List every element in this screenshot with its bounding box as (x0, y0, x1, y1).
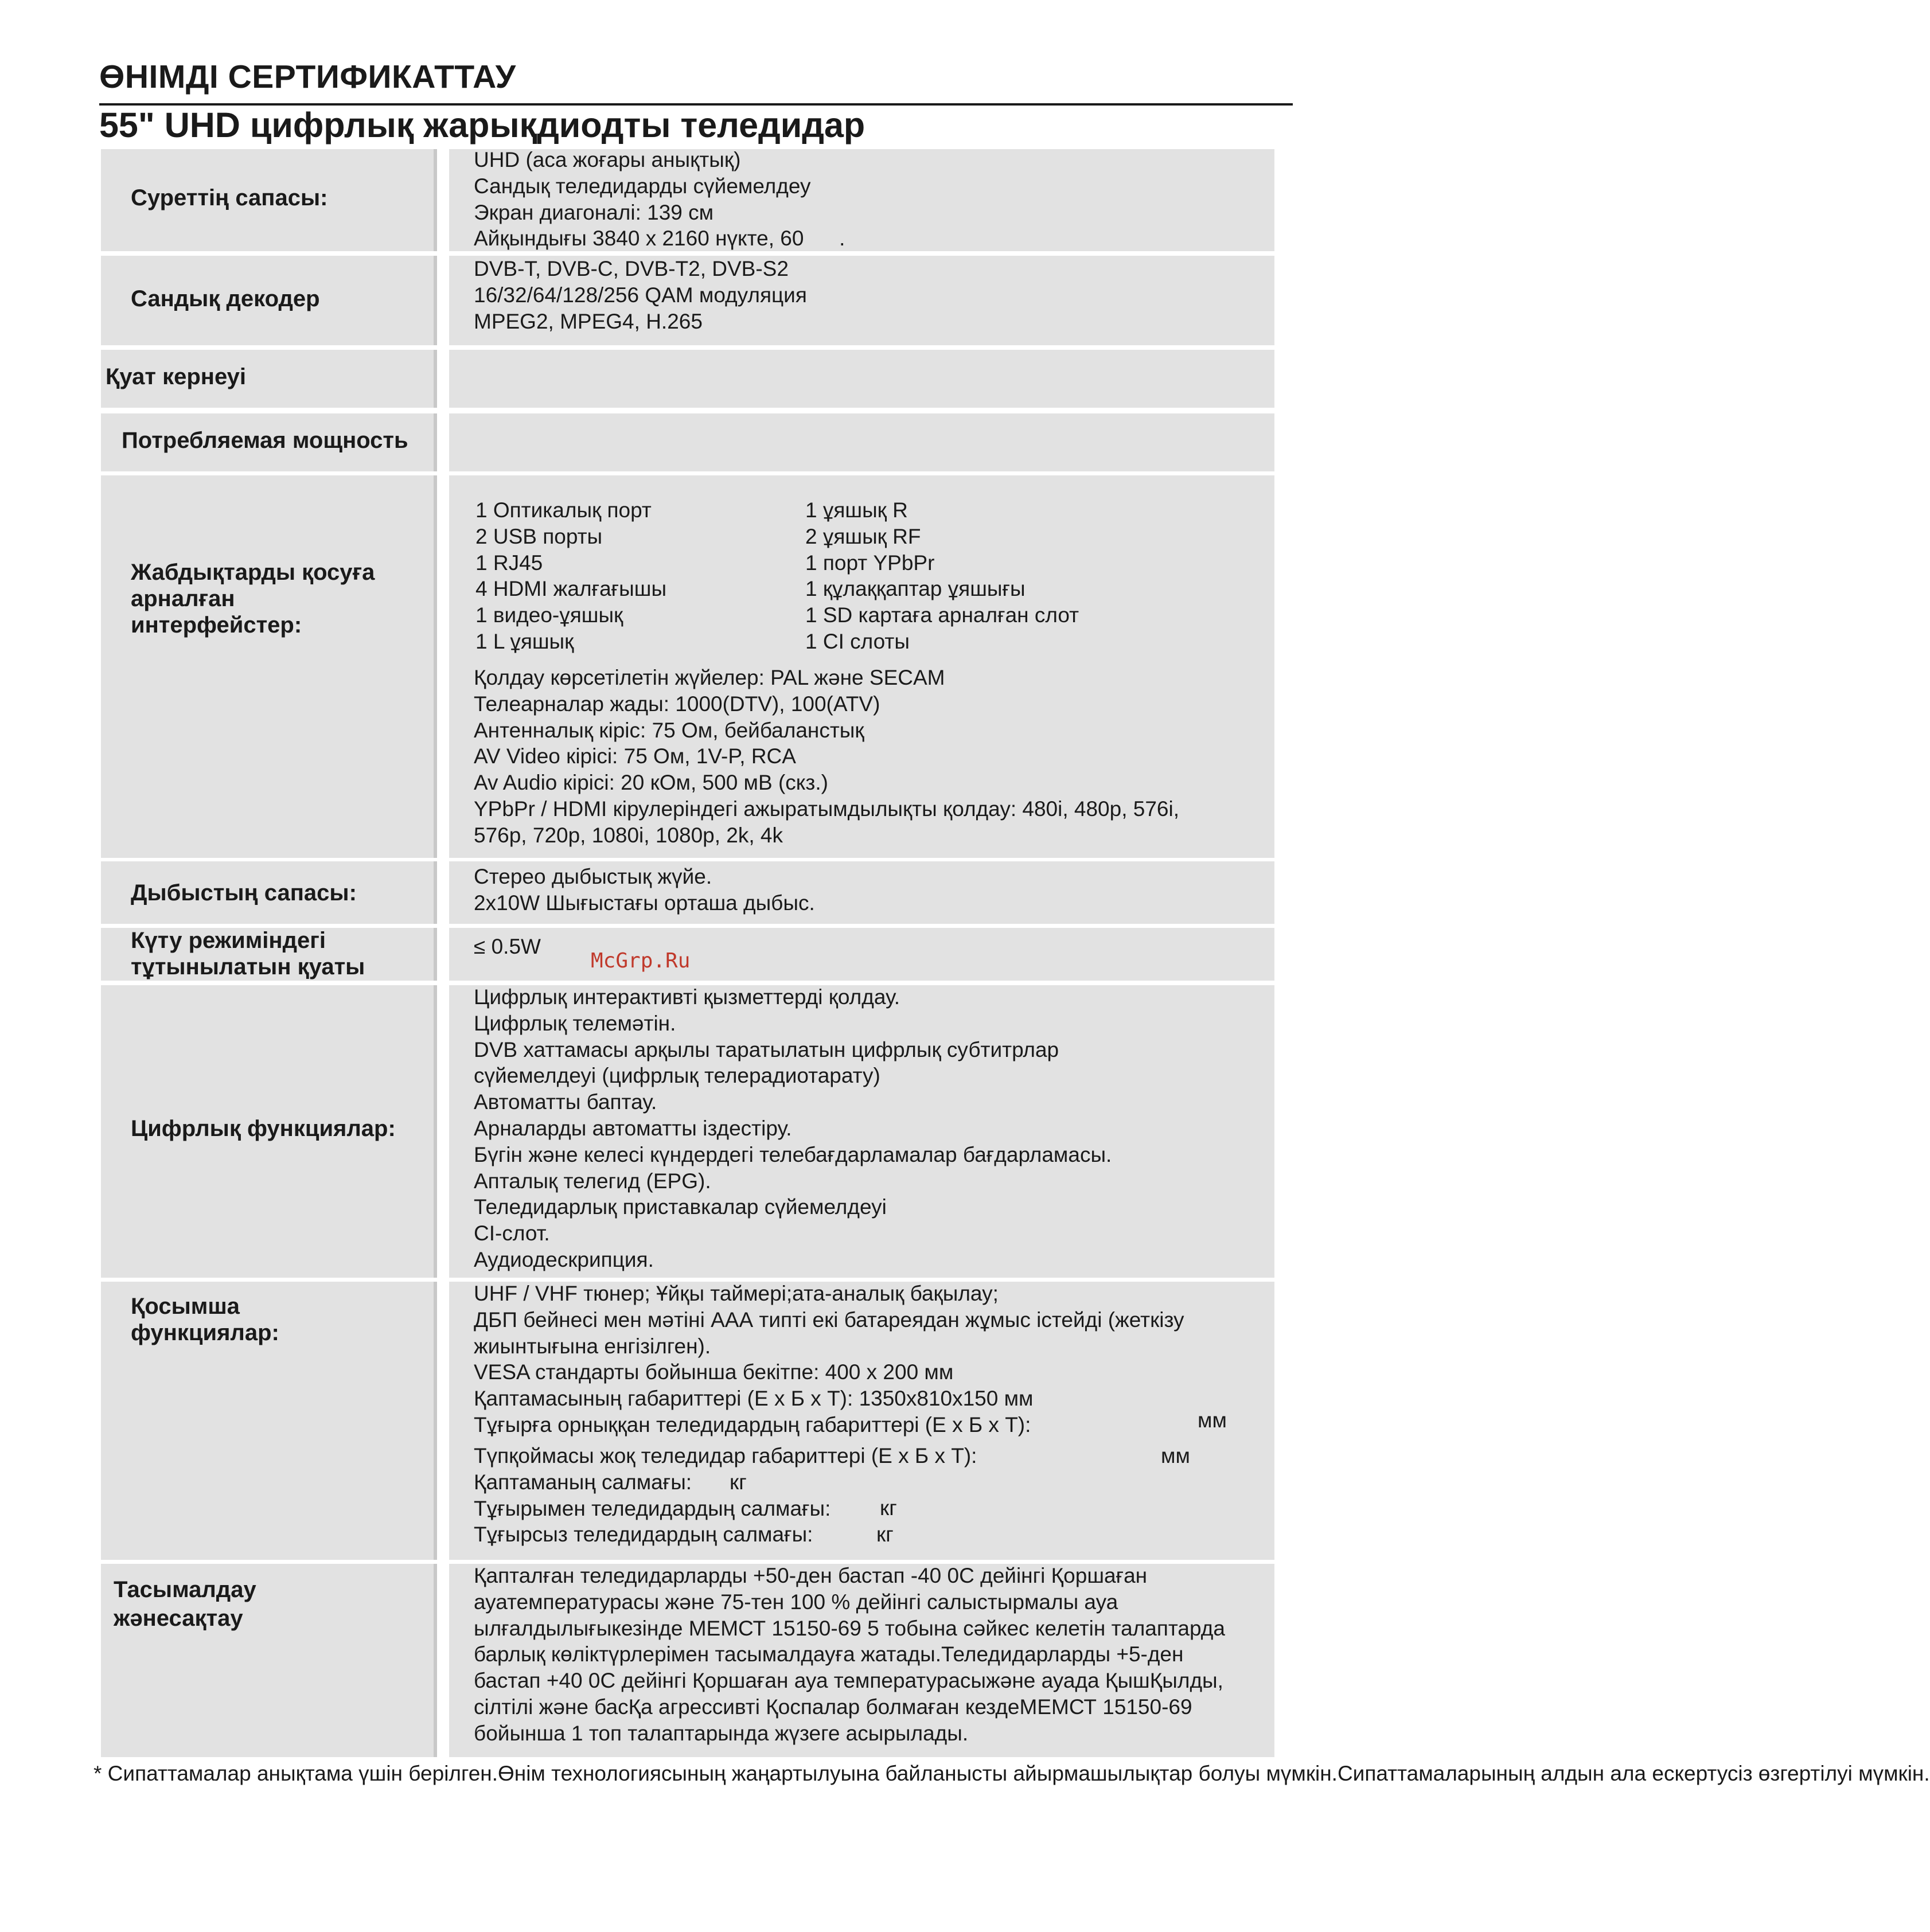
spec-label: Күту режиміндегі тұтынылатын қуаты (101, 928, 437, 981)
text-line: сүйемелдеуі (цифрлық телерадиотарату) (474, 1064, 880, 1088)
spec-value (449, 413, 1274, 471)
text-line: DVB хаттамасы арқылы таратылатын цифрлық субтитрлар (474, 1037, 1059, 1061)
spec-value (449, 149, 1274, 251)
text-line: Антенналық кіріс: 75 Ом, бейбаланстық (474, 718, 864, 742)
text-line: жиынтығына енгізілген). (474, 1334, 711, 1358)
text-line: Сандық теледидарды сүйемелдеу (474, 174, 811, 198)
watermark-text: McGrp.Ru (591, 949, 691, 973)
spec-row-picture-quality (101, 149, 1274, 251)
spec-label: Жабдықтарды қосуға арналған интерфейстер: (101, 475, 437, 858)
page-subtitle: 55" UHD цифрлық жарықдиодты теледидар (99, 106, 865, 145)
text-line: * Сипаттамалар анықтама үшін берілген. (93, 1762, 498, 1785)
text-line: 16/32/64/128/256 QAM модуляция (474, 283, 807, 307)
text-line: YPbPr / HDMI кірулеріндегі ажыратымдылықты қолдау: 480i, 480p, 576i, (474, 797, 1179, 821)
spec-value (449, 256, 1274, 345)
text-line: 1 құлаққаптар ұяшығы (805, 577, 1026, 601)
text-line: Телеарналар жады: 1000(DTV), 100(ATV) (474, 692, 880, 716)
text-line: Қаптаманың салмағы: (474, 1470, 692, 1494)
text-line: Арналарды автоматты іздестіру. (474, 1116, 792, 1140)
text-line: AV Video кірісі: 75 Ом, 1V-P, RCA (474, 744, 796, 768)
text-line: 1 порт YPbPr (805, 551, 935, 575)
text-line: UHD (аса жоғары анықтық) (474, 148, 741, 171)
text-line: бойынша 1 топ талаптарында жүзеге асырылады. (474, 1721, 969, 1745)
unit-weight-with-stand: кг (880, 1496, 897, 1520)
spec-value (449, 350, 1274, 408)
text-line: 2x10W Шығыстағы орташа дыбыс. (474, 891, 815, 915)
text-line: 1 CI слоты (805, 629, 910, 653)
text-line: Өнім технологиясының жаңартылуына байланысты айырмашылықтар болуы мүмкін. (498, 1762, 1338, 1785)
unit-package-weight: кг (730, 1470, 747, 1494)
footnotes (93, 1761, 1930, 1787)
spec-row-power-voltage (101, 350, 1274, 408)
spec-label: Суреттің сапасы: (101, 149, 437, 251)
text-line: Қаптамасының габариттері (Е х Б х Т): 1350x810x150 мм (474, 1387, 1034, 1411)
text-line: Сипаттамаларының алдын ала ескертусіз өзгертілуі мүмкін. (1337, 1762, 1930, 1785)
text-line: 4 HDMI жалғағышы (475, 577, 667, 601)
text-line: ≤ 0.5W (474, 935, 541, 958)
text-line: Бүгін және келесі күндердегі телебағдарламалар бағдарламасы. (474, 1142, 1112, 1166)
text-line: CI-слот. (474, 1221, 550, 1246)
spec-label: Сандық декодер (101, 256, 437, 345)
text-line: бастап +40 0С дейінгі Қоршаған ауа температурасыжәне ауада ҚышҚылды, (474, 1669, 1223, 1693)
text-line: MPEG2, MPEG4, H.265 (474, 309, 703, 333)
spec-row-digital-decoder (101, 256, 1274, 345)
spec-row-digital-functions (101, 985, 1274, 1278)
text-line: ылғалдылығыкезінде МЕМСТ 15150-69 5 тобына сәйкес келетін талаптарда (474, 1616, 1225, 1640)
spec-row-sound-quality (101, 861, 1274, 924)
text-line: Тұғырымен теледидардың салмағы: (474, 1496, 831, 1520)
spec-value (449, 985, 1274, 1278)
text-line: 1 SD картаға арналған слот (805, 603, 1079, 627)
text-line: 1 RJ45 (475, 551, 543, 575)
text-line: 2 ұяшық RF (805, 524, 921, 548)
text-line: Тұғырсыз теледидардың салмағы: (474, 1523, 813, 1547)
spec-label: Потребляемая мощность (101, 413, 437, 471)
text-line: ДБП бейнесі мен мәтіні ААА типті екі батареядан жұмыс істейді (жеткізу (474, 1307, 1184, 1332)
spec-row-transport-storage (101, 1564, 1274, 1757)
text-line: Қолдау көрсетілетін жүйелер: PAL және SECAM (474, 666, 945, 689)
text-line: 1 видео-ұяшық (475, 603, 623, 627)
spec-label: Цифрлық функциялар: (101, 985, 437, 1278)
spec-value (449, 1282, 1274, 1560)
text-line: Цифрлық интерактивті қызметтерді қолдау. (474, 985, 900, 1009)
text-line: 2 USB порты (475, 524, 603, 548)
spec-value (449, 861, 1274, 924)
unit-nostand-dimensions: мм (1161, 1444, 1190, 1467)
page-title: ӨНІМДІ СЕРТИФИКАТТАУ (99, 58, 516, 95)
text-line: Түпқоймасы жоқ теледидар габариттері (Е х Б х Т): (474, 1444, 977, 1467)
text-line: 1 ұяшық R (805, 498, 908, 522)
text-line: Цифрлық телемәтін. (474, 1011, 676, 1035)
text-line: Айқындығы 3840 x 2160 нүкте, 60 . (474, 227, 845, 251)
text-line: Экран диагоналі: 139 см (474, 200, 714, 224)
spec-value (449, 1564, 1274, 1757)
text-line: Аудиодескрипция. (474, 1247, 654, 1271)
text-line: Апталық телегид (EPG). (474, 1169, 711, 1193)
spec-label: Тасымалдау жәнесақтау (101, 1564, 437, 1757)
spec-row-interfaces (101, 475, 1274, 858)
text-line: Тұғырға орныққан теледидардың габариттері (Е х Б х Т): (474, 1412, 1031, 1437)
spec-row-additional-functions (101, 1282, 1274, 1560)
spec-value (449, 475, 1274, 858)
text-line: сілтілі және басҚа агрессивті Қоспалар болмаған кездеМЕМСТ 15150-69 (474, 1695, 1192, 1719)
text-line: Av Audio кірісі: 20 кОм, 500 мВ (скз.) (474, 771, 828, 795)
text-line: 1 Оптикалық порт (475, 498, 652, 522)
spec-label: Дыбыстың сапасы: (101, 861, 437, 924)
text-line: 576p, 720p, 1080i, 1080p, 2k, 4k (474, 823, 783, 847)
text-line: UHF / VHF тюнер; Ұйқы таймері;ата-аналық бақылау; (474, 1282, 999, 1305)
text-line: Қапталған теледидарларды +50-ден бастап -40 0С дейінгі Қоршаған (474, 1564, 1148, 1587)
spec-value (449, 928, 1274, 981)
spec-label: Қуат кернеуі (101, 350, 437, 408)
text-line: барлық көліктүрлерімен тасымалдауға жатады.Теледидарларды +5-ден (474, 1642, 1184, 1666)
unit-weight-without-stand: кг (876, 1523, 894, 1546)
text-line: Стерео дыбыстық жүйе. (474, 865, 712, 888)
text-line: DVB-T, DVB-C, DVB-T2, DVB-S2 (474, 257, 789, 280)
text-line: VESA стандарты бойынша бекітпе: 400 x 200 мм (474, 1360, 954, 1384)
text-line: ауатемпературасы және 75-тен 100 % дейінгі салыстырмалы ауа (474, 1590, 1118, 1614)
text-line: 1 L ұяшық (475, 629, 574, 653)
spec-label: Қосымша функциялар: (101, 1282, 437, 1560)
text-line: Автоматты баптау. (474, 1090, 657, 1114)
text-line: Теледидарлық приставкалар сүйемелдеуі (474, 1195, 887, 1219)
spec-row-power-consumption (101, 413, 1274, 471)
unit-stand-dimensions: мм (1198, 1408, 1227, 1432)
